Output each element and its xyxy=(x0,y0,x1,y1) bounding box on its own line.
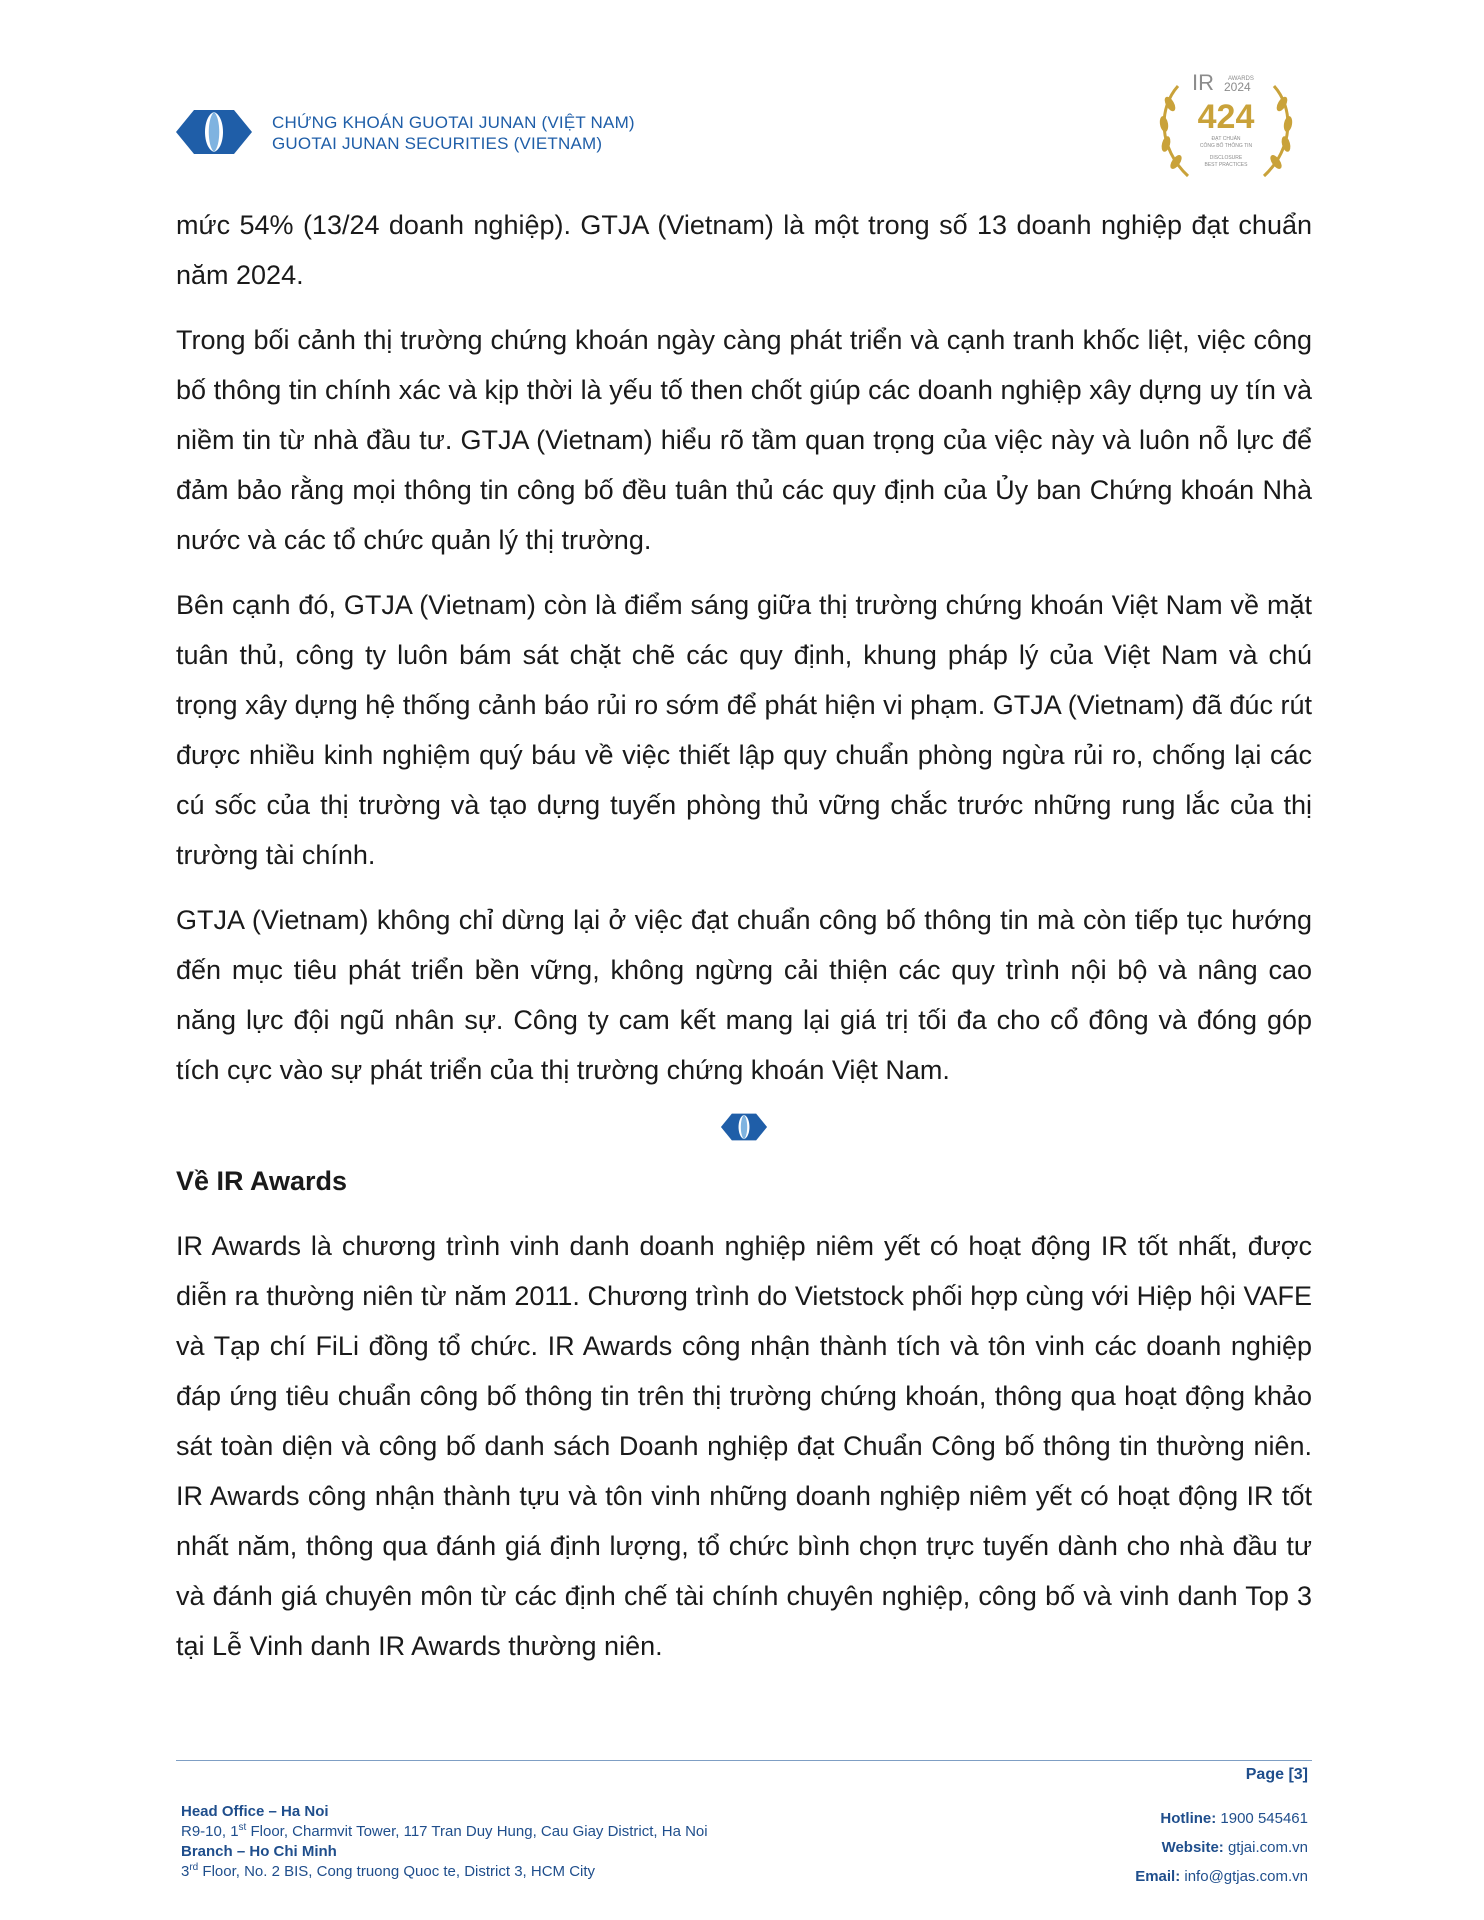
award-line4: BEST PRACTICES xyxy=(1204,162,1248,168)
award-awards-text: AWARDS xyxy=(1228,76,1254,82)
section-paragraph: IR Awards là chương trình vinh danh doanh nghiệp niêm yết có hoạt động IR tốt nhất, được diễn ra thường niên từ năm 2011. Chương trình do Vietstock phối hợp cùng với Hiệp hội VAFE và Tạp chí FiLi đồng tổ chức. IR Awards công nhận thành tích và tôn vinh các doanh nghiệp đáp ứng tiêu chuẩn công bố thông tin trên thị trường chứng khoán, thông qua hoạt động khảo sát toàn diện và công bố danh sách Doanh nghiệp đạt Chuẩn Công bố thông tin thường niên. IR Awards công nhận thành tựu và tôn vinh những doanh nghiệp niêm yết có hoạt động IR tốt nhất năm, thông qua đánh giá định lượng, tổ chức bình chọn trực tuyến dành cho nhà đầu tư và đánh giá chuyên môn từ các định chế tài chính chuyên nghiệp, công bố và vinh danh Top 3 tại Lễ Vinh danh IR Awards thường niên. xyxy=(176,1231,1312,1661)
footer-addresses xyxy=(181,1802,708,1882)
paragraph-4: GTJA (Vietnam) không chỉ dừng lại ở việc đạt chuẩn công bố thông tin mà còn tiếp tục hướng đến mục tiêu phát triển bền vững, không ngừng cải thiện các quy trình nội bộ và nâng cao năng lực đội ngũ nhân sự. Công ty cam kết mang lại giá trị tối đa cho cổ đông và đóng góp tích cực vào sự phát triển của thị trường chứng khoán Việt Nam. xyxy=(176,905,1312,1085)
section-heading: Về IR Awards xyxy=(176,1166,348,1196)
paragraph-3: Bên cạnh đó, GTJA (Vietnam) còn là điểm sáng giữa thị trường chứng khoán Việt Nam về mặt tuân thủ, công ty luôn bám sát chặt chẽ các quy định, khung pháp lý của Việt Nam và chú trọng xây dựng hệ thống cảnh báo rủi ro sớm để phát hiện vi phạm. GTJA (Vietnam) đã đúc rút được nhiều kinh nghiệm quý báu về việc thiết lập quy chuẩn phòng ngừa rủi ro, chống lại các cú sốc của thị trường và tạo dựng tuyến phòng thủ vững chắc trước những rung lắc của thị trường tài chính. xyxy=(176,590,1312,870)
company-name-en: GUOTAI JUNAN SECURITIES (VIETNAM) xyxy=(272,134,603,153)
page-header xyxy=(0,0,1484,195)
branch-title: Branch – Ho Chi Minh xyxy=(181,1843,337,1860)
head-office-title: Head Office – Ha Noi xyxy=(181,1803,329,1820)
award-line1: ĐẠT CHUẨN xyxy=(1211,136,1241,142)
award-year-text: 2024 xyxy=(1224,80,1251,94)
gtja-logo-icon xyxy=(172,104,256,160)
email[interactable]: Email: info@gtjas.com.vn xyxy=(1135,1868,1308,1885)
section-divider-logo-icon xyxy=(718,1110,770,1144)
branch-address: 3rd Floor, No. 2 BIS, Cong truong Quoc te, District 3, HCM City xyxy=(181,1862,596,1880)
footer-divider xyxy=(176,1760,1312,1761)
hotline: Hotline: 1900 545461 xyxy=(1160,1810,1308,1827)
head-office-address: R9-10, 1st Floor, Charmvit Tower, 117 Tran Duy Hung, Cau Giay District, Ha Noi xyxy=(181,1822,708,1840)
award-line3: DISCLOSURE xyxy=(1209,155,1243,161)
document-body xyxy=(176,200,1312,1686)
paragraph-2: Trong bối cảnh thị trường chứng khoán ngày càng phát triển và cạnh tranh khốc liệt, việc công bố thông tin chính xác và kịp thời là yếu tố then chốt giúp các doanh nghiệp xây dựng uy tín và niềm tin từ nhà đầu tư. GTJA (Vietnam) hiểu rõ tầm quan trọng của việc này và luôn nỗ lực để đảm bảo rằng mọi thông tin công bố đều tuân thủ các quy định của Ủy ban Chứng khoán Nhà nước và các tổ chức quản lý thị trường. xyxy=(176,325,1312,555)
paragraph-1: mức 54% (13/24 doanh nghiệp). GTJA (Vietnam) là một trong số 13 doanh nghiệp đạt chuẩn năm 2024. xyxy=(176,210,1312,290)
award-line2: CÔNG BỐ THÔNG TIN xyxy=(1199,143,1253,149)
page-number: Page [3] xyxy=(1245,1766,1308,1783)
company-name xyxy=(272,112,635,154)
footer-contacts xyxy=(1135,1804,1308,1891)
website[interactable]: Website: gtjai.com.vn xyxy=(1161,1839,1308,1856)
award-number-text: 424 xyxy=(1197,98,1255,136)
ir-awards-badge xyxy=(1148,68,1304,186)
company-name-vi: CHỨNG KHOÁN GUOTAI JUNAN (VIỆT NAM) xyxy=(272,113,635,132)
award-ir-text: IR xyxy=(1192,70,1214,95)
